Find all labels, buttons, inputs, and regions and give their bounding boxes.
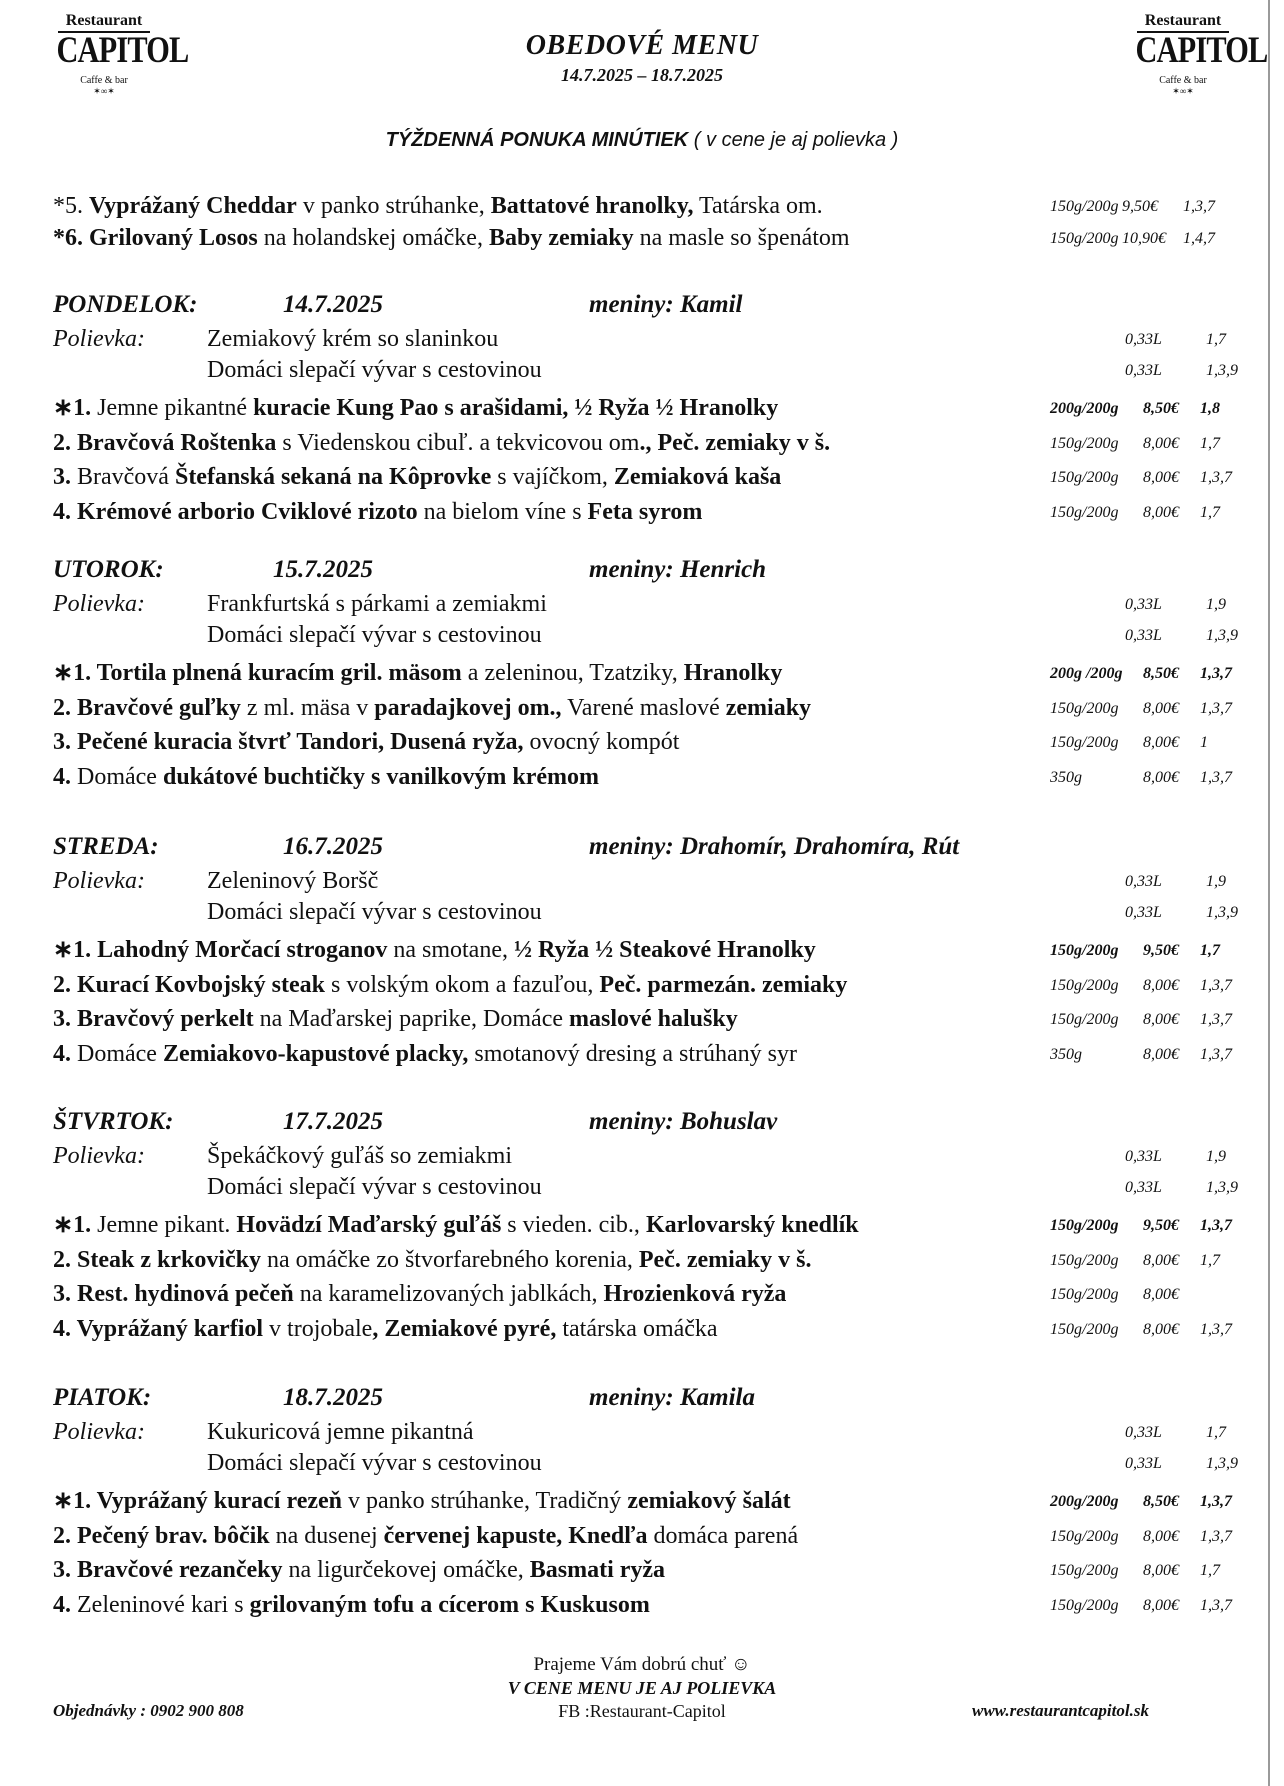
dish-bold-text: , Zemiakové pyré, xyxy=(372,1315,557,1342)
dish-text: na karamelizovaných jablkách, xyxy=(293,1281,604,1307)
dish-description xyxy=(53,760,599,794)
logo-ornament: ✶∞✶ xyxy=(93,86,115,96)
menu-item-row xyxy=(53,1484,1263,1518)
menu-item-row xyxy=(53,495,1263,529)
dish-weight: 150g/200g xyxy=(1050,734,1119,751)
dish-text: na omáčke zo štvorfarebného korenia, xyxy=(261,1246,639,1273)
dish-text: smotanový dresing a strúhaný syr xyxy=(468,1040,797,1067)
dish-allergens: 1,3,7 xyxy=(1200,1596,1232,1614)
dish-bold-text: ∗1. Vyprážaný kurací rezeň xyxy=(53,1488,342,1514)
dish-bold-text: *6. xyxy=(53,225,89,251)
menu-item-row xyxy=(53,1002,1263,1036)
dish-weight: 200g/200g xyxy=(1050,400,1119,417)
dish-bold-text: Zemiaková kaša xyxy=(613,464,782,490)
dish-bold-text: ., Peč. zemiaky v š. xyxy=(639,429,831,456)
dish-price: 8,00€ xyxy=(1143,976,1179,994)
nameday: meniny: Drahomír, Drahomíra, Rút xyxy=(589,833,960,860)
soup-name: Domáci slepačí vývar s cestovinou xyxy=(207,1450,542,1476)
day-header xyxy=(53,1104,1203,1140)
dish-allergens: 1,7 xyxy=(1200,503,1220,521)
dish-weight: 150g/200g xyxy=(1050,976,1119,994)
dish-description xyxy=(53,1243,811,1277)
dish-price: 8,00€ xyxy=(1143,699,1179,717)
dish-allergens: 1,3,7 xyxy=(1200,1011,1232,1028)
dish-weight: 200g /200g xyxy=(1050,665,1123,682)
dish-description xyxy=(53,221,850,255)
soup-allergens: 1,3,9 xyxy=(1206,362,1238,379)
day-date: 16.7.2025 xyxy=(283,833,383,860)
dish-bold-text: Hranolky xyxy=(683,660,783,686)
menu-item-row xyxy=(53,656,1263,690)
dish-allergens: 1,3,7 xyxy=(1183,198,1215,215)
menu-title: OBEDOVÉ MENU xyxy=(525,30,759,61)
menu-date-range: 14.7.2025 – 18.7.2025 xyxy=(561,65,723,85)
dish-text: tatárska omáčka xyxy=(556,1315,718,1342)
dish-bold-text: 2. Bravčová Roštenka xyxy=(53,429,277,456)
footer-website: www.restaurantcapitol.sk xyxy=(972,1701,1149,1720)
dish-bold-text: maslové halušky xyxy=(569,1006,738,1032)
dish-description xyxy=(53,1484,791,1518)
dish-text: na Maďarskej paprike, Domáce xyxy=(253,1006,570,1032)
dish-bold-text: Grilovaný Losos xyxy=(89,225,258,251)
menu-item-row xyxy=(53,968,1263,1002)
soup-volume: 0,33L xyxy=(1125,1179,1162,1196)
soup-volume: 0,33L xyxy=(1125,627,1162,644)
dish-allergens: 1,7 xyxy=(1200,942,1220,959)
dish-weight: 150g/200g xyxy=(1050,1320,1119,1338)
dish-bold-text: 3. Bravčové rezančeky xyxy=(53,1557,283,1583)
menu-item-row xyxy=(53,760,1263,794)
dish-description xyxy=(53,189,823,223)
dish-price: 8,00€ xyxy=(1143,1286,1179,1303)
dish-bold-text: Štefanská sekaná na Kôprovke xyxy=(174,464,492,490)
dish-text: v panko strúhanke, xyxy=(296,193,491,219)
menu-item-row xyxy=(53,933,1263,967)
menu-item-row xyxy=(53,691,1263,725)
dish-text: Jemne pikant. xyxy=(97,1212,237,1238)
soup-name: Špekáčkový guľáš so zemiakmi xyxy=(207,1143,513,1169)
soup-volume: 0,33L xyxy=(1125,362,1162,379)
dish-allergens: 1,3,7 xyxy=(1200,1217,1232,1234)
footer-orders-phone: Objednávky : 0902 900 808 xyxy=(53,1701,244,1720)
dish-weight: 150g/200g xyxy=(1050,230,1119,247)
dish-text: Tatárska om. xyxy=(693,193,823,219)
dish-allergens: 1,3,7 xyxy=(1200,976,1232,994)
dish-bold-text: ∗1. xyxy=(53,1212,98,1238)
dish-description xyxy=(53,495,702,529)
day-name: ŠTVRTOK: xyxy=(53,1108,174,1135)
dish-price: 9,50€ xyxy=(1122,198,1158,215)
dish-text: s vieden. cib., xyxy=(501,1212,646,1238)
dish-bold-text: ½ Ryža ½ Steakové Hranolky xyxy=(513,937,816,963)
logo-restaurant-text: Restaurant xyxy=(65,12,143,29)
dish-description xyxy=(53,460,781,494)
soup-allergens: 1,7 xyxy=(1206,1424,1226,1441)
dish-bold-text: paradajkovej om., xyxy=(374,694,562,721)
dish-bold-text: Baby zemiaky xyxy=(488,225,634,251)
soup-volume: 0,33L xyxy=(1125,904,1162,921)
dish-price: 8,00€ xyxy=(1143,469,1179,486)
dish-price: 8,00€ xyxy=(1143,734,1179,751)
dish-price: 8,00€ xyxy=(1143,1562,1179,1579)
dish-allergens: 1 xyxy=(1200,734,1208,751)
dish-text: *5. xyxy=(53,193,89,219)
dish-description xyxy=(53,656,782,690)
dish-description xyxy=(53,1312,718,1346)
dish-allergens: 1,3,7 xyxy=(1200,469,1232,486)
dish-bold-text: Karlovarský knedlík xyxy=(645,1212,859,1238)
dish-weight: 150g/200g xyxy=(1050,198,1119,215)
soup-name: Domáci slepačí vývar s cestovinou xyxy=(207,622,542,648)
dish-text: s Viedenskou cibuľ. a tekvicovou om xyxy=(276,429,640,456)
logo-restaurant-text: Restaurant xyxy=(1144,12,1222,29)
dish-text: domáca parená xyxy=(647,1522,799,1549)
dish-bold-text: zemiaky xyxy=(725,694,812,721)
dish-price: 8,50€ xyxy=(1143,665,1179,682)
dish-price: 8,50€ xyxy=(1143,400,1179,417)
soup-name: Zemiakový krém so slaninkou xyxy=(207,326,499,352)
soup-volume: 0,33L xyxy=(1125,1148,1162,1165)
dish-allergens: 1,3,7 xyxy=(1200,1493,1232,1510)
dish-bold-text: červenej kapuste, Knedľa xyxy=(383,1522,648,1549)
dish-allergens: 1,3,7 xyxy=(1200,1045,1232,1063)
dish-bold-text: 3. Rest. hydinová pečeň xyxy=(53,1281,294,1307)
dish-bold-text: 3. Bravčový perkelt xyxy=(53,1006,254,1032)
soup-label: Polievka: xyxy=(53,1143,145,1169)
soup-name: Domáci slepačí vývar s cestovinou xyxy=(207,899,542,925)
dish-description xyxy=(53,391,778,425)
soup-volume: 0,33L xyxy=(1125,873,1162,890)
dish-price: 8,50€ xyxy=(1143,1493,1179,1510)
soup-volume: 0,33L xyxy=(1125,596,1162,613)
dish-text: Zeleninové kari s xyxy=(77,1591,250,1618)
dish-text: Jemne pikantné xyxy=(97,395,254,421)
dish-text: ovocný kompót xyxy=(523,729,680,755)
menu-item-row xyxy=(53,725,1263,759)
dish-weight: 150g/200g xyxy=(1050,1527,1119,1545)
soup-row xyxy=(53,864,1263,898)
dish-weight: 150g/200g xyxy=(1050,699,1119,717)
page-border xyxy=(1268,0,1270,1786)
soup-allergens: 1,9 xyxy=(1206,596,1226,613)
dish-price: 8,00€ xyxy=(1143,503,1179,521)
dish-allergens: 1,3,7 xyxy=(1200,768,1232,786)
dish-text: s volským okom a fazuľou, xyxy=(325,971,600,998)
menu-item-row xyxy=(53,189,1263,223)
dish-bold-text: 2. Steak z krkovičky xyxy=(53,1246,262,1273)
dish-bold-text: Peč. zemiaky v š. xyxy=(638,1246,812,1273)
dish-bold-text: Feta syrom xyxy=(587,498,703,525)
soup-name: Kukuricová jemne pikantná xyxy=(207,1419,474,1445)
dish-bold-text: ∗1. Lahodný Morčací stroganov xyxy=(53,937,388,963)
dish-bold-text: ∗1. Tortila plnená kuracím gril. mäsom xyxy=(53,660,462,686)
dish-text: Domáce xyxy=(77,1040,163,1067)
dish-allergens: 1,7 xyxy=(1200,1251,1220,1269)
soup-volume: 0,33L xyxy=(1125,331,1162,348)
dish-weight: 150g/200g xyxy=(1050,1251,1119,1269)
dish-text: na masle so špenátom xyxy=(633,225,850,251)
soup-allergens: 1,3,9 xyxy=(1206,1455,1238,1472)
menu-item-row xyxy=(53,1037,1263,1071)
dish-text: z ml. mäsa v xyxy=(240,694,375,721)
soup-allergens: 1,9 xyxy=(1206,1148,1226,1165)
dish-text: na bielom víne s xyxy=(417,498,588,525)
dish-allergens: 1,3,7 xyxy=(1200,1527,1232,1545)
day-header xyxy=(53,1380,1203,1416)
dish-price: 8,00€ xyxy=(1143,1596,1179,1614)
dish-description xyxy=(53,968,847,1002)
soup-allergens: 1,3,9 xyxy=(1206,1179,1238,1196)
dish-text: v trojobale xyxy=(263,1315,373,1342)
logo-ornament: ✶∞✶ xyxy=(1172,86,1194,96)
menu-item-row xyxy=(53,1553,1263,1587)
soup-allergens: 1,7 xyxy=(1206,331,1226,348)
dish-allergens: 1,3,7 xyxy=(1200,699,1232,717)
day-header xyxy=(53,829,1203,865)
dish-bold-text: Vyprážaný Cheddar xyxy=(89,193,297,219)
dish-bold-text: Basmati ryža xyxy=(529,1557,666,1583)
dish-text: na smotane, xyxy=(387,937,514,963)
dish-bold-text: Zemiakovo-kapustové placky, xyxy=(162,1040,469,1067)
day-date: 15.7.2025 xyxy=(273,556,373,583)
dish-bold-text: 4. Vyprážaný karfiol xyxy=(53,1315,264,1342)
dish-price: 9,50€ xyxy=(1143,1217,1179,1234)
soup-row xyxy=(53,618,1263,652)
dish-allergens: 1,3,7 xyxy=(1200,665,1232,682)
nameday: meniny: Kamil xyxy=(589,291,743,318)
menu-item-row xyxy=(53,1588,1263,1622)
dish-allergens: 1,7 xyxy=(1200,1562,1220,1579)
dish-weight: 150g/200g xyxy=(1050,434,1119,452)
dish-weight: 150g/200g xyxy=(1050,469,1119,486)
weekly-offer-title: TÝŽDENNÁ PONUKA MINÚTIEK xyxy=(385,129,689,151)
dish-weight: 150g/200g xyxy=(1050,1286,1119,1303)
dish-weight: 150g/200g xyxy=(1050,503,1119,521)
dish-price: 10,90€ xyxy=(1122,230,1166,247)
soup-row xyxy=(53,895,1263,929)
menu-item-row xyxy=(53,1519,1263,1553)
day-header xyxy=(53,552,1203,588)
menu-item-row xyxy=(53,1277,1263,1311)
dish-bold-text: Peč. parmezán. zemiaky xyxy=(599,971,848,998)
day-name: PIATOK: xyxy=(53,1384,152,1411)
dish-bold-text: ∗1. xyxy=(53,395,98,421)
menu-item-row xyxy=(53,391,1263,425)
soup-label: Polievka: xyxy=(53,591,145,617)
day-date: 14.7.2025 xyxy=(283,291,383,318)
soup-row xyxy=(53,353,1263,387)
dish-bold-text: Hovädzí Maďarský guľáš xyxy=(236,1212,502,1238)
soup-volume: 0,33L xyxy=(1125,1455,1162,1472)
dish-allergens: 1,7 xyxy=(1200,434,1220,452)
day-header xyxy=(53,287,1203,323)
dish-bold-text: 4. xyxy=(53,763,77,790)
dish-text: a zeleninou, Tzatziky, xyxy=(461,660,684,686)
logo-name-text: CAPITOL xyxy=(56,30,189,71)
day-name: STREDA: xyxy=(53,833,159,860)
dish-description xyxy=(53,426,830,460)
dish-bold-text: 3. Pečené kuracia štvrť Tandori, Dusená ryža, xyxy=(53,729,524,755)
dish-price: 8,00€ xyxy=(1143,1320,1179,1338)
soup-row xyxy=(53,1446,1263,1480)
dish-bold-text: kuracie Kung Pao s arašidami, ½ Ryža ½ Hranolky xyxy=(253,395,779,421)
dish-price: 8,00€ xyxy=(1143,1011,1179,1028)
menu-item-row xyxy=(53,426,1263,460)
dish-allergens: 1,3,7 xyxy=(1200,1320,1232,1338)
day-date: 18.7.2025 xyxy=(283,1384,383,1411)
dish-bold-text: 4. xyxy=(53,1040,77,1067)
dish-weight: 200g/200g xyxy=(1050,1493,1119,1510)
footer-wish: Prajeme Vám dobrú chuť ☺ xyxy=(533,1654,751,1675)
dish-text: na dusenej xyxy=(269,1522,384,1549)
dish-text: v panko strúhanke, Tradičný xyxy=(342,1488,628,1514)
dish-bold-text: 2. Bravčové guľky xyxy=(53,694,241,721)
nameday: meniny: Henrich xyxy=(589,556,767,583)
dish-weight: 350g xyxy=(1050,1045,1082,1063)
dish-text: na holandskej omáčke, xyxy=(257,225,489,251)
dish-price: 9,50€ xyxy=(1143,942,1179,959)
dish-bold-text: dukátové buchtičky s vanilkovým krémom xyxy=(162,763,600,790)
dish-weight: 150g/200g xyxy=(1050,1217,1119,1234)
soup-allergens: 1,3,9 xyxy=(1206,627,1238,644)
dish-bold-text: grilovaným tofu a cícerom s Kuskusom xyxy=(249,1591,650,1618)
dish-bold-text: 4. xyxy=(53,1591,77,1618)
dish-description xyxy=(53,1002,738,1036)
logo-tagline-text: Caffe & bar xyxy=(1159,75,1207,86)
dish-description xyxy=(53,725,679,759)
dish-allergens: 1,8 xyxy=(1200,400,1220,417)
footer-soup-note: V CENE MENU JE AJ POLIEVKA xyxy=(507,1678,777,1698)
dish-description xyxy=(53,1277,786,1311)
dish-weight: 150g/200g xyxy=(1050,942,1119,959)
soup-label: Polievka: xyxy=(53,326,145,352)
dish-weight: 150g/200g xyxy=(1050,1011,1119,1028)
dish-bold-text: zemiakový šalát xyxy=(627,1488,791,1514)
soup-label: Polievka: xyxy=(53,1419,145,1445)
day-name: UTOROK: xyxy=(53,556,164,583)
restaurant-logo-left xyxy=(46,12,189,112)
soup-row xyxy=(53,322,1263,356)
dish-bold-text: 2. Pečený brav. bôčik xyxy=(53,1522,270,1549)
logo-tagline-text: Caffe & bar xyxy=(80,75,128,86)
soup-name: Domáci slepačí vývar s cestovinou xyxy=(207,1174,542,1200)
dish-bold-text: Battatové hranolky, xyxy=(490,193,694,219)
menu-item-row xyxy=(53,1243,1263,1277)
dish-weight: 150g/200g xyxy=(1050,1562,1119,1579)
dish-price: 8,00€ xyxy=(1143,768,1179,786)
dish-price: 8,00€ xyxy=(1143,1527,1179,1545)
day-name: PONDELOK: xyxy=(53,291,198,318)
dish-bold-text: Hrozienková ryža xyxy=(603,1281,787,1307)
dish-price: 8,00€ xyxy=(1143,1251,1179,1269)
dish-description xyxy=(53,1037,797,1071)
dish-bold-text: 4. Krémové arborio Cviklové rizoto xyxy=(53,498,418,525)
dish-allergens: 1,4,7 xyxy=(1183,230,1215,247)
soup-volume: 0,33L xyxy=(1125,1424,1162,1441)
weekly-offer-note: ( v cene je aj polievka ) xyxy=(693,129,899,151)
soup-label: Polievka: xyxy=(53,868,145,894)
dish-text: na ligurčekovej omáčke, xyxy=(282,1557,530,1583)
dish-text: Domáce xyxy=(77,763,163,790)
soup-row xyxy=(53,1170,1263,1204)
dish-text: Bravčová xyxy=(77,464,175,490)
soup-row xyxy=(53,1139,1263,1173)
dish-weight: 150g/200g xyxy=(1050,1596,1119,1614)
dish-description xyxy=(53,1588,650,1622)
restaurant-logo-right xyxy=(1125,12,1268,112)
day-date: 17.7.2025 xyxy=(283,1108,383,1135)
menu-item-row xyxy=(53,1208,1263,1242)
soup-row xyxy=(53,1415,1263,1449)
dish-bold-text: 3. xyxy=(53,464,77,490)
soup-allergens: 1,3,9 xyxy=(1206,904,1238,921)
logo-name-text: CAPITOL xyxy=(1135,30,1268,71)
dish-weight: 350g xyxy=(1050,768,1082,786)
dish-text: Varené maslové xyxy=(561,694,726,721)
weekly-offer-heading xyxy=(0,127,1284,153)
menu-item-row xyxy=(53,1312,1263,1346)
dish-description xyxy=(53,1553,665,1587)
menu-item-row xyxy=(53,460,1263,494)
nameday: meniny: Bohuslav xyxy=(589,1108,778,1135)
soup-row xyxy=(53,587,1263,621)
dish-price: 8,00€ xyxy=(1143,434,1179,452)
dish-price: 8,00€ xyxy=(1143,1045,1179,1063)
nameday: meniny: Kamila xyxy=(589,1384,755,1411)
dish-description xyxy=(53,1519,798,1553)
dish-description xyxy=(53,1208,859,1242)
soup-name: Frankfurtská s párkami a zemiakmi xyxy=(207,591,547,617)
soup-allergens: 1,9 xyxy=(1206,873,1226,890)
footer-facebook: FB :Restaurant-Capitol xyxy=(558,1701,726,1721)
dish-description xyxy=(53,691,811,725)
dish-bold-text: 2. Kurací Kovbojský steak xyxy=(53,971,326,998)
menu-item-row xyxy=(53,221,1263,255)
soup-name: Zeleninový Boršč xyxy=(207,868,379,894)
dish-description xyxy=(53,933,816,967)
dish-text: s vajíčkom, xyxy=(491,464,614,490)
soup-name: Domáci slepačí vývar s cestovinou xyxy=(207,357,542,383)
